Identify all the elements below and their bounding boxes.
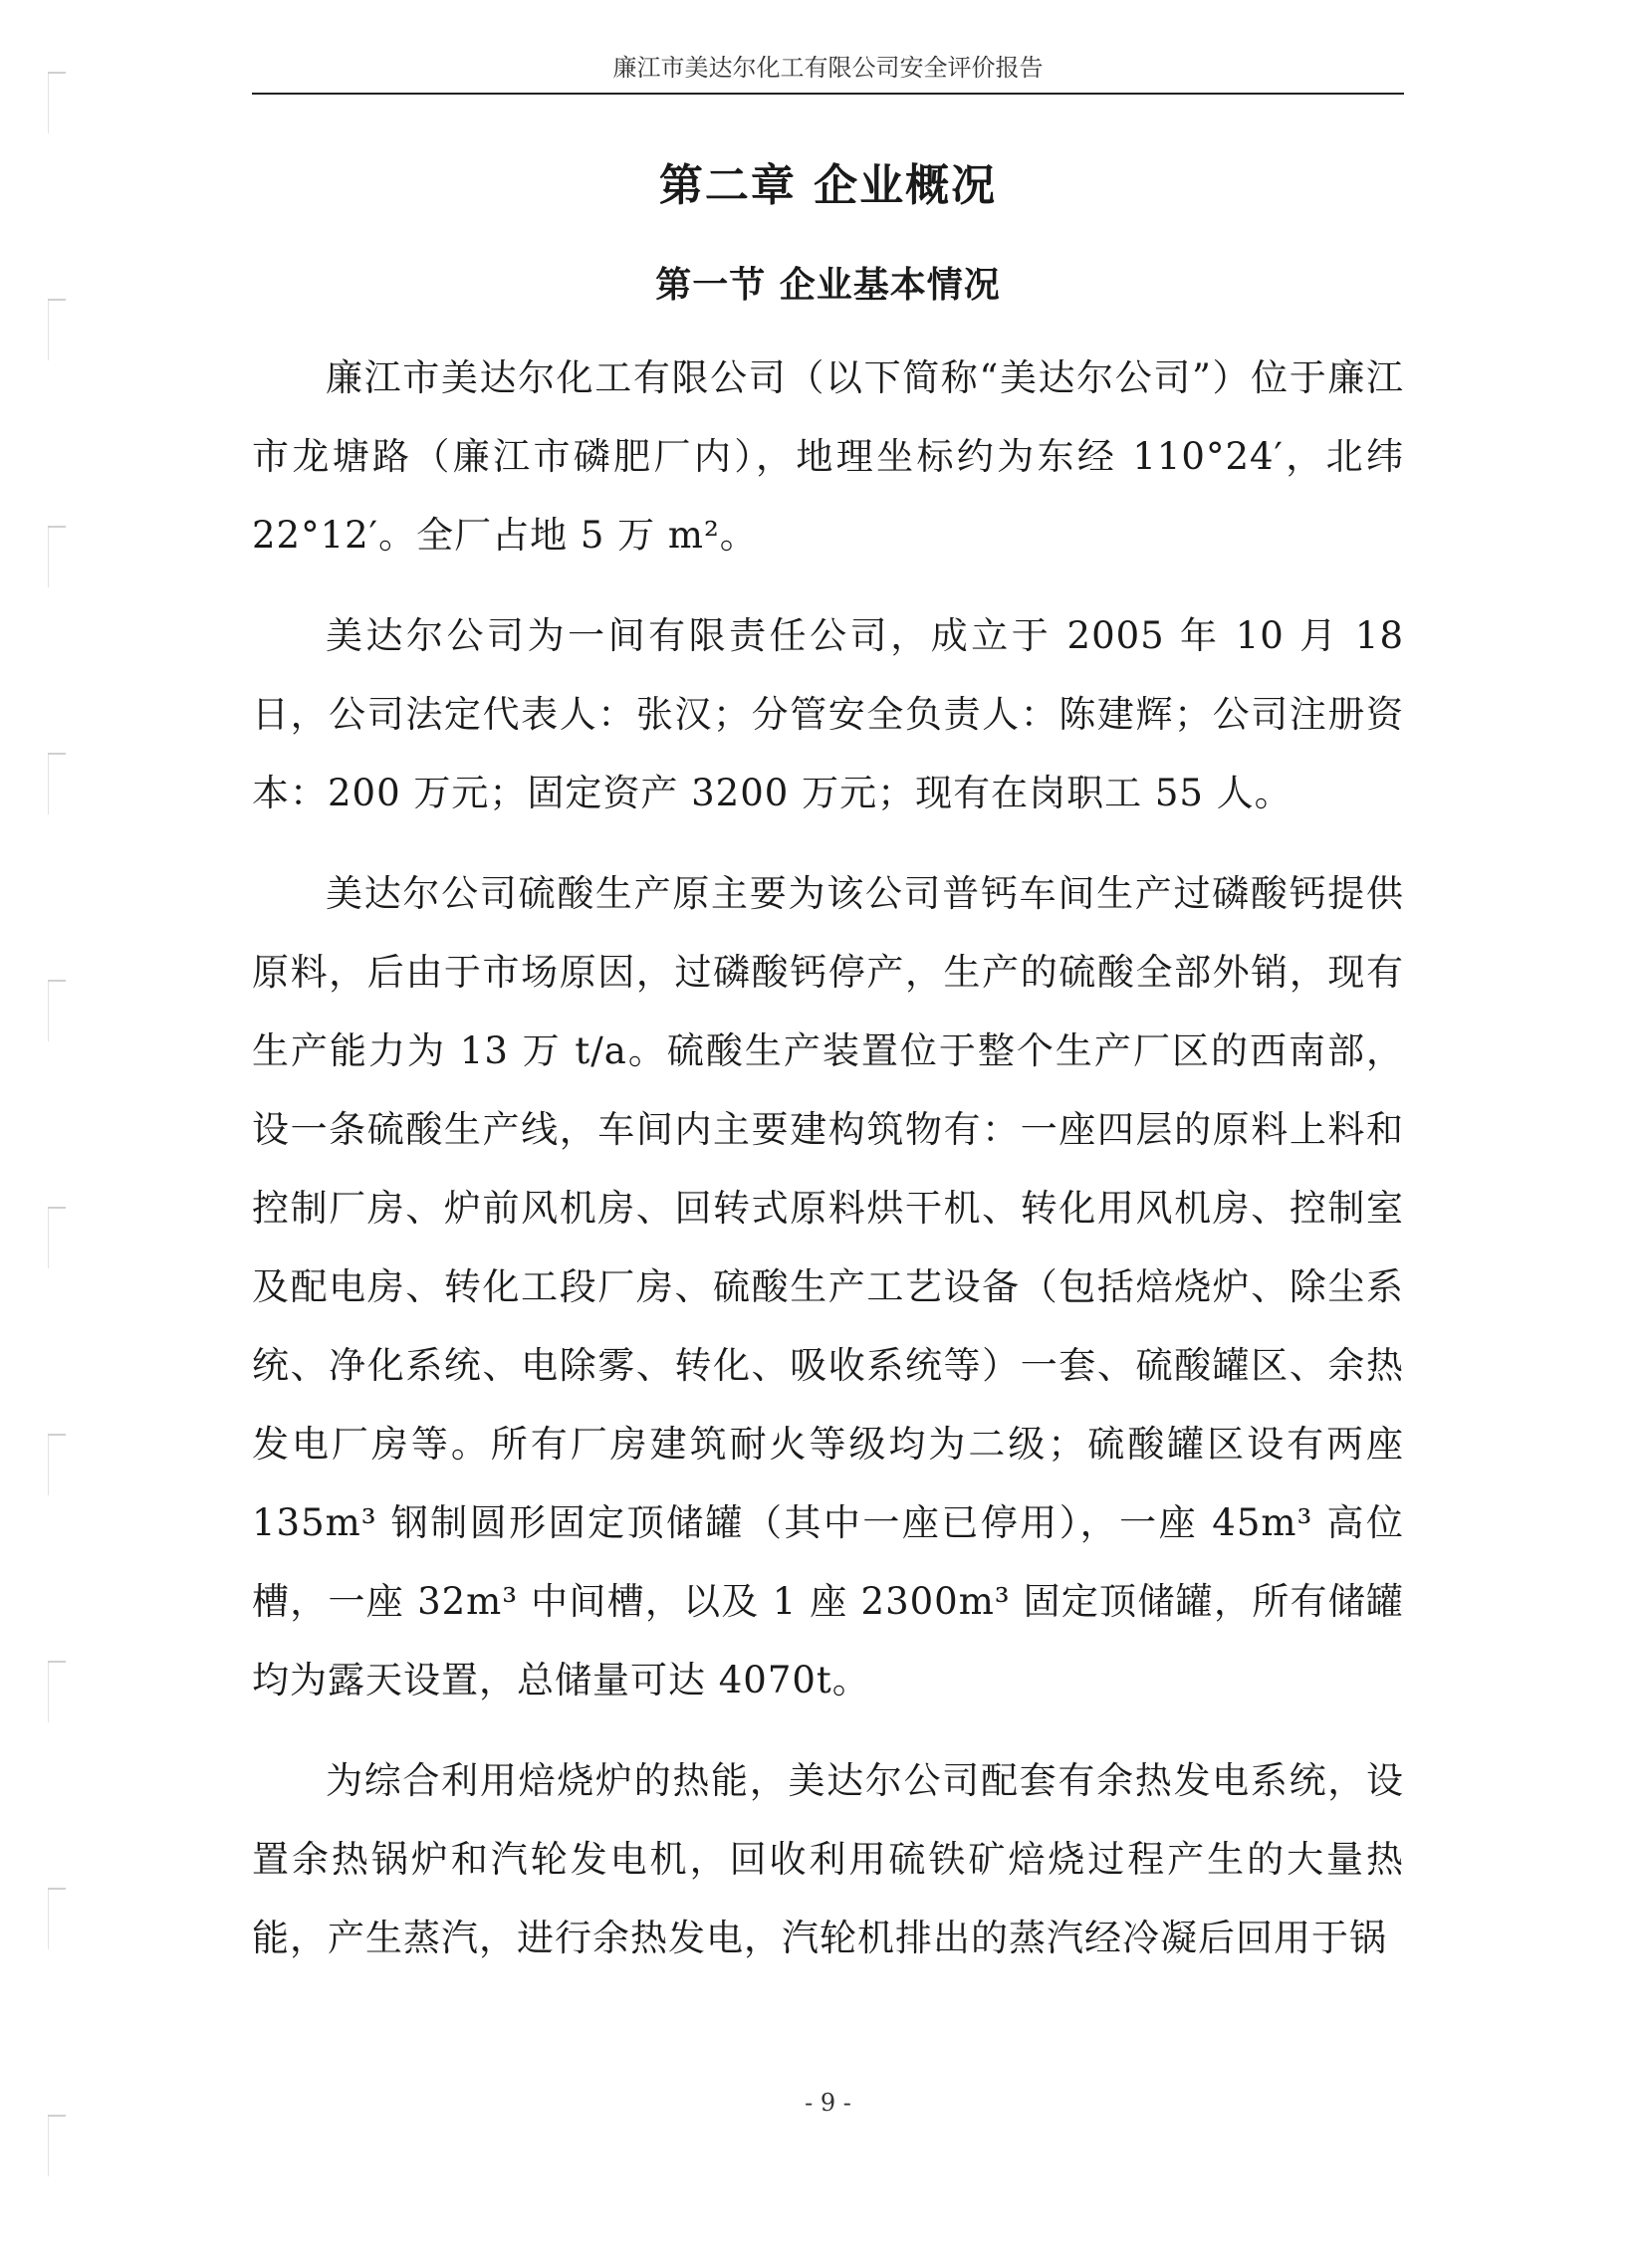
page-number: - 9 - <box>805 2089 851 2117</box>
body-text <box>252 339 1404 1999</box>
binding-mark <box>48 526 66 528</box>
binding-mark <box>48 1434 66 1436</box>
binding-mark <box>48 980 66 982</box>
binding-marks <box>0 0 80 2268</box>
running-header: 廉江市美达尔化工有限公司安全评价报告 <box>252 48 1404 95</box>
binding-mark <box>48 1888 66 1890</box>
paragraph: 美达尔公司硫酸生产原主要为该公司普钙车间生产过磷酸钙提供原料，后由于市场原因，过磷酸钙停产，生产的硫酸全部外销，现有生产能力为 13 万 t/a。硫酸生产装置位于整个生产厂区的西南部，设一条硫酸生产线，车间内主要建构筑物有：一座四层的原料上料和控制厂房、炉前风机房、回转式原料烘干机、转化用风机房、控制室及配电房、转化工段厂房、硫酸生产工艺设备（包括焙烧炉、除尘系统、净化系统、电除雾、转化、吸收系统等）一套、硫酸罐区、余热发电厂房等。所有厂房建筑耐火等级均为二级；硫酸罐区设有两座 135m³ 钢制圆形固定顶储罐（其中一座已停用），一座 45m³ 高位槽，一座 32m³ 中间槽，以及 1 座 2300m³ 固定顶储罐，所有储罐均为露天设置，总储量可达 4070t。 <box>252 872 1404 1701</box>
paragraph: 为综合利用焙烧炉的热能，美达尔公司配套有余热发电系统，设置余热锅炉和汽轮发电机，回收利用硫铁矿焙烧过程产生的大量热能，产生蒸汽，进行余热发电，汽轮机排出的蒸汽经冷凝后回用于锅 <box>252 1759 1404 1959</box>
section-title: 第一节 企业基本情况 <box>655 265 1001 306</box>
paragraph: 美达尔公司为一间有限责任公司，成立于 2005 年 10 月 18 日，公司法定代表人：张汉；分管安全负责人：陈建辉；公司注册资本：200 万元；固定资产 3200 万元；现有在岗职工 55 人。 <box>252 614 1404 814</box>
binding-mark <box>48 72 66 74</box>
paragraph: 廉江市美达尔化工有限公司（以下简称“美达尔公司”）位于廉江市龙塘路（廉江市磷肥厂内），地理坐标约为东经 110°24′，北纬 22°12′。全厂占地 5 万 m²。 <box>252 356 1404 557</box>
binding-mark <box>48 1207 66 1209</box>
chapter-title: 第二章 企业概况 <box>658 160 998 211</box>
binding-mark <box>48 299 66 301</box>
binding-mark <box>48 1661 66 1663</box>
binding-mark <box>48 753 66 755</box>
binding-mark <box>48 2115 66 2117</box>
